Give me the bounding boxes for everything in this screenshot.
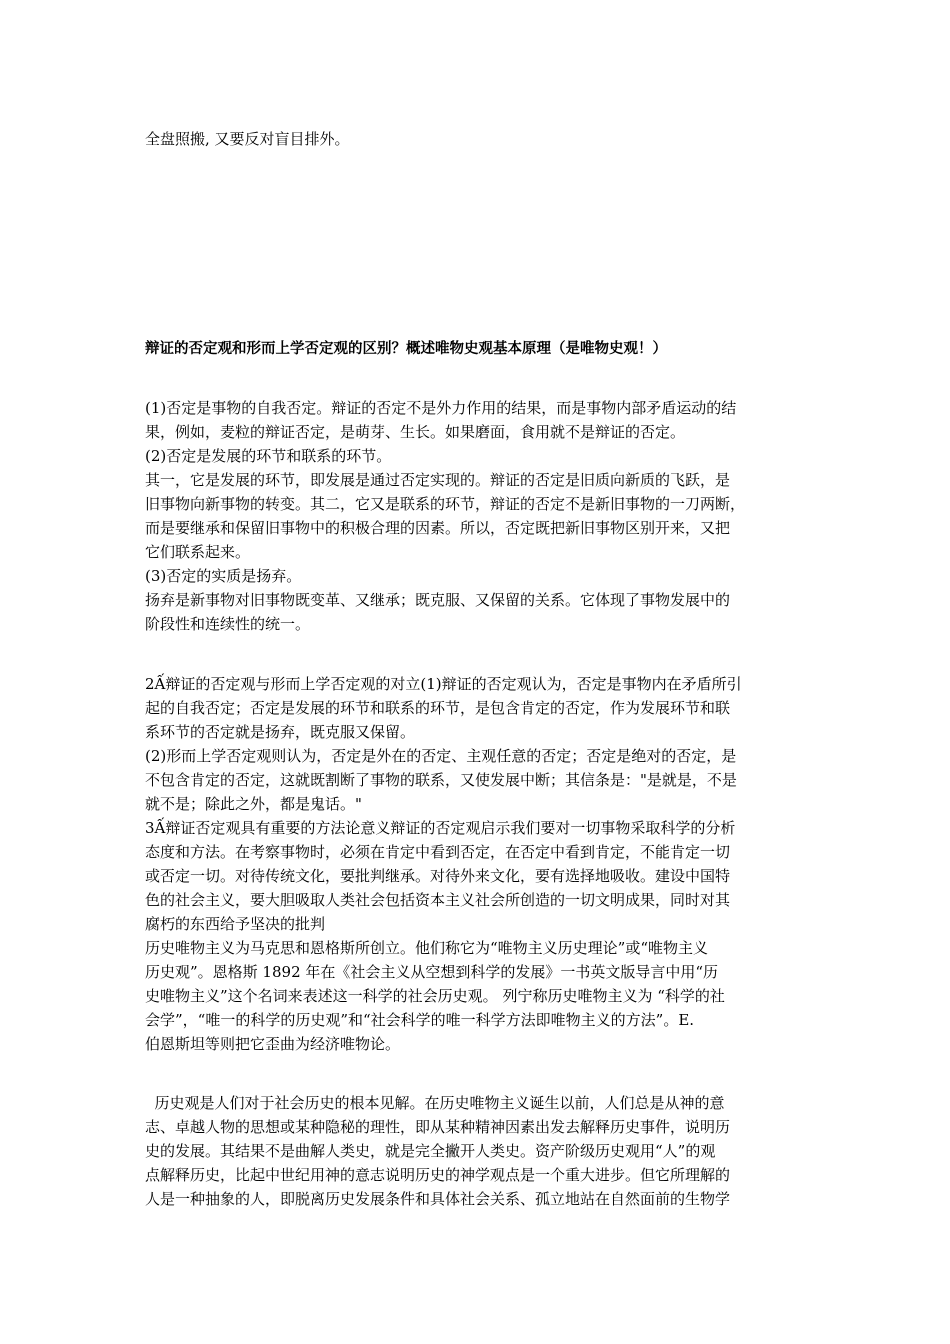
paragraph-line: 志、卓越人物的思想或某种隐秘的理性，即从某种精神因素出发去解释历史事件，说明历: [145, 1118, 731, 1136]
paragraph-line: 历史观”。恩格斯 1892 年在《社会主义从空想到科学的发展》一书英文版导言中用“历: [145, 963, 719, 981]
paragraph-line: 或否定一切。对待传统文化，要批判继承。对待外来文化，要有选择地吸收。建设中国特: [145, 867, 731, 885]
paragraph-line: 腐朽的东西给予坚决的批判: [145, 915, 326, 933]
paragraph-line: 而是要继承和保留旧事物中的积极合理的因素。所以，否定既把新旧事物区别开来，又把: [145, 519, 731, 537]
paragraph-line: 色的社会主义，要大胆吸取人类社会包括资本主义社会所创造的一切文明成果，同时对其: [145, 891, 731, 909]
paragraph-line: 不包含肯定的否定，这就既割断了事物的联系，又使发展中断；其信条是："是就是，不是: [145, 771, 737, 789]
paragraph-line: 历史观是人们对于社会历史的根本见解。在历史唯物主义诞生以前，人们总是从神的意: [145, 1094, 725, 1112]
paragraph-line: 就不是；除此之外，都是鬼话。": [145, 795, 362, 813]
paragraph-line: 系环节的否定就是扬弃，既克服又保留。: [145, 723, 416, 741]
paragraph-line: 伯恩斯坦等则把它歪曲为经济唯物论。: [145, 1035, 401, 1053]
paragraph-line: 态度和方法。在考察事物时，必须在肯定中看到否定，在否定中看到肯定，不能肯定一切: [145, 843, 731, 861]
paragraph-line: 史的发展。其结果不是曲解人类史，就是完全撇开人类史。资产阶级历史观用“人”的观: [145, 1142, 716, 1160]
paragraph-line: 果，例如，麦粒的辩证否定，是萌芽、生长。如果磨面，食用就不是辩证的否定。: [145, 423, 686, 441]
paragraph-line: 人是一种抽象的人，即脱离历史发展条件和具体社会关系、孤立地站在自然面前的生物学: [145, 1190, 731, 1208]
paragraph-line: 2Ấ辩证的否定观与形而上学否定观的对立(1)辩证的否定观认为，否定是事物内在矛盾所引: [145, 675, 742, 693]
paragraph-line: 3Ấ辩证否定观具有重要的方法论意义辩证的否定观启示我们要对一切事物采取科学的分析: [145, 819, 736, 837]
intro-line: 全盘照搬, 又要反对盲目排外。: [145, 130, 350, 148]
paragraph-line: 历史唯物主义为马克思和恩格斯所创立。他们称它为“唯物主义历史理论”或“唯物主义: [145, 939, 709, 957]
section-heading: 辩证的否定观和形而上学否定观的区别？概述唯物史观基本原理（是唯物史观！）: [145, 341, 667, 357]
paragraph-line: 起的自我否定；否定是发展的环节和联系的环节，是包含肯定的否定，作为发展环节和联: [145, 699, 731, 717]
paragraph-line: (2)否定是发展的环节和联系的环节。: [145, 447, 392, 465]
paragraph-line: 史唯物主义”这个名词来表述这一科学的社会历史观。 列宁称历史唯物主义为 “科学的社: [145, 987, 725, 1005]
paragraph-line: 会学”，“唯一的科学的历史观”和“社会科学的唯一科学方法即唯物主义的方法”。E.: [145, 1011, 695, 1029]
paragraph-line: 其一，它是发展的环节，即发展是通过否定实现的。辩证的否定是旧质向新质的飞跃，是: [145, 471, 731, 489]
paragraph-line: (3)否定的实质是扬弃。: [145, 567, 302, 585]
paragraph-line: 点解释历史，比起中世纪用神的意志说明历史的神学观点是一个重大进步。但它所理解的: [145, 1166, 731, 1184]
paragraph-line: 它们联系起来。: [145, 543, 251, 561]
paragraph-line: 阶段性和连续性的统一。: [145, 615, 311, 633]
paragraph-line: (2)形而上学否定观则认为，否定是外在的否定、主观任意的否定；否定是绝对的否定，是: [145, 747, 737, 765]
paragraph-line: 旧事物向新事物的转变。其二，它又是联系的环节，辩证的否定不是新旧事物的一刀两断，: [145, 495, 746, 513]
paragraph-line: 扬弃是新事物对旧事物既变革、又继承；既克服、又保留的关系。它体现了事物发展中的: [145, 591, 731, 609]
paragraph-line: (1)否定是事物的自我否定。辩证的否定不是外力作用的结果，而是事物内部矛盾运动的结: [145, 399, 737, 417]
